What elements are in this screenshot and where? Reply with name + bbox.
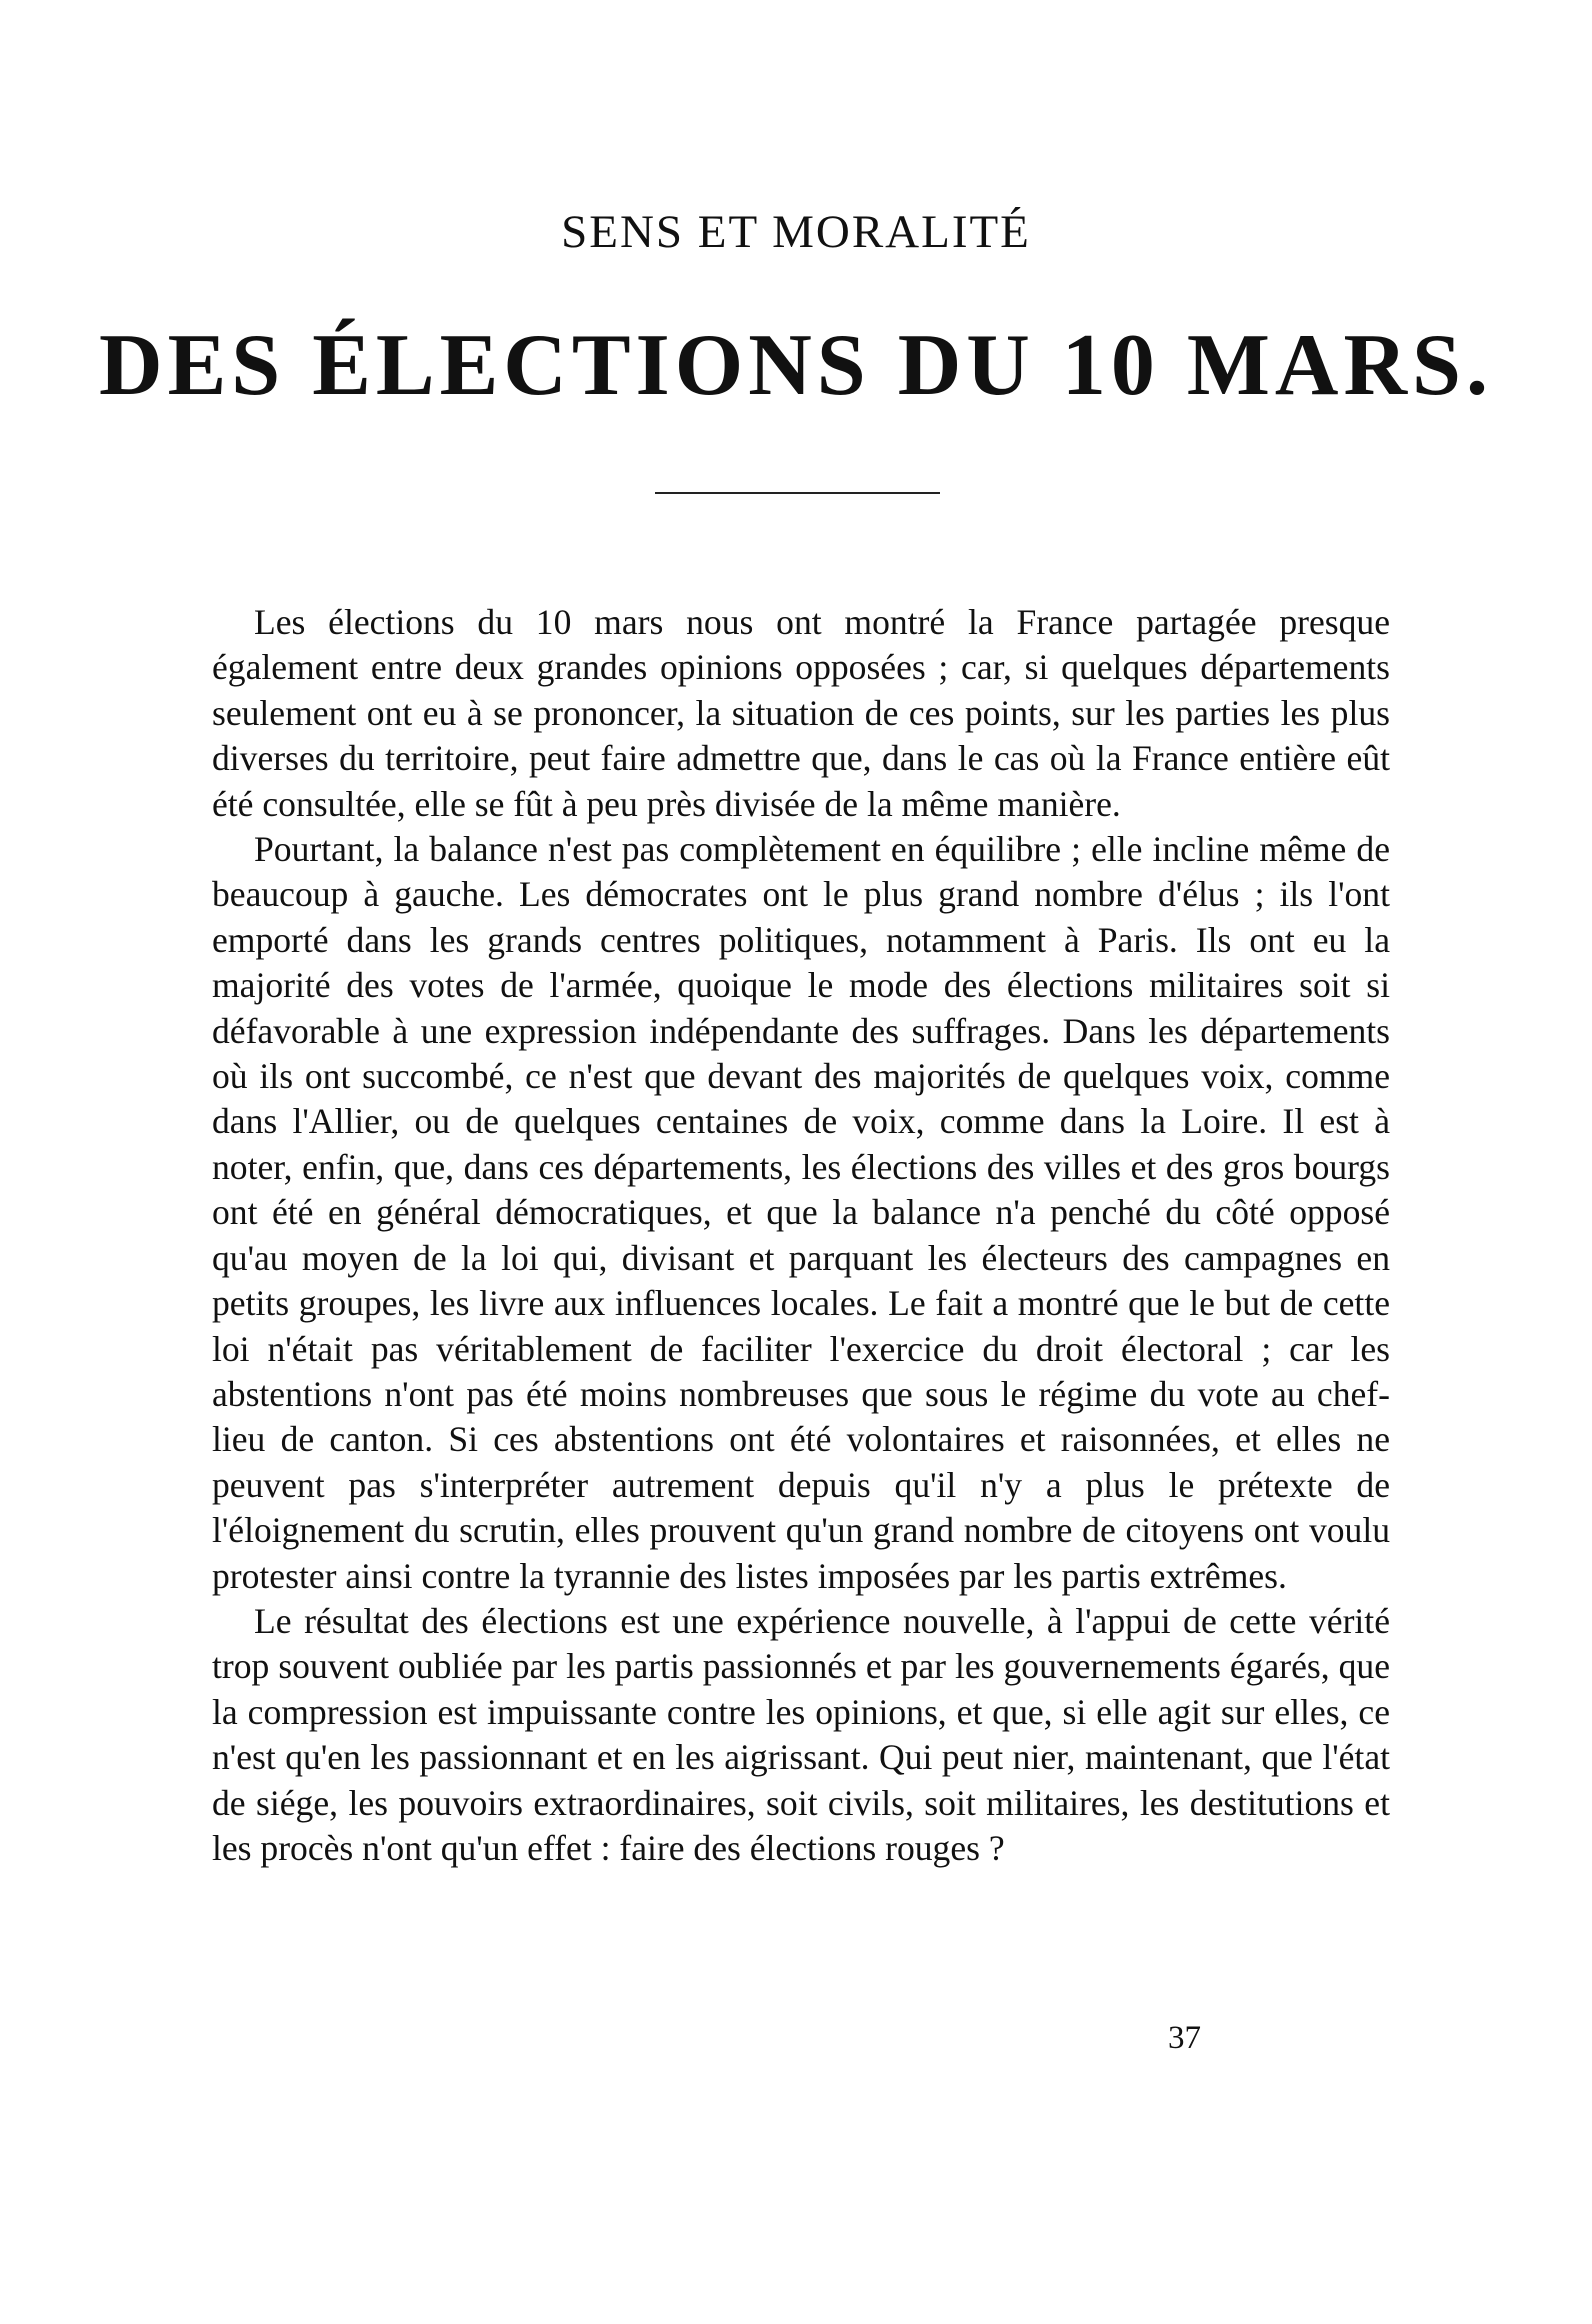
page-number: 37 (1168, 2020, 1201, 2056)
body-text (212, 600, 1390, 1871)
page-title: DES ÉLECTIONS DU 10 MARS. (99, 317, 1493, 414)
paragraph-3: Le résultat des élections est une expérience nouvelle, à l'appui de cette vérité trop souvent oubliée par les partis passionnés et par les gouvernements égarés, que la compression est impuissante contre les opinions, et que, si elle agit sur elles, ce n'est qu'en les passionnant et en les aigrissant. Qui peut nier, maintenant, que l'état de siége, les pouvoirs extraordinaires, soit civils, soit militaires, les destitutions et les procès n'ont qu'un effet : faire des élections rouges ? (212, 1600, 1390, 1868)
title-divider (655, 492, 940, 494)
page-subtitle: SENS ET MORALITÉ (561, 206, 1031, 258)
paragraph-2: Pourtant, la balance n'est pas complètement en équilibre ; elle incline même de beaucoup à gauche. Les démocrates ont le plus grand nombre d'élus ; ils l'ont emporté dans les grands centres politiques, notamment à Paris. Ils ont eu la majorité des votes de l'armée, quoique le mode des élections militaires soit si défavorable à une expression indépendante des suffrages. Dans les départements où ils ont succombé, ce n'est que devant des majorités de quelques voix, comme dans l'Allier, ou de quelques centaines de voix, comme dans la Loire. Il est à noter, enfin, que, dans ces départements, les élections des villes et des gros bourgs ont été en général démocratiques, et que la balance n'a penché du côté opposé qu'au moyen de la loi qui, divisant et parquant les électeurs des campagnes en petits groupes, les livre aux influences locales. Le fait a montré que le but de cette loi n'était pas véritablement de faciliter l'exercice du droit électoral ; car les abstentions n'ont pas été moins nombreuses que sous le régime du vote au chef-lieu de canton. Si ces abstentions ont été volontaires et raisonnées, et elles ne peuvent pas s'interpréter autrement depuis qu'il n'y a plus le prétexte de l'éloignement du scrutin, elles prouvent qu'un grand nombre de citoyens ont voulu protester ainsi contre la tyrannie des listes imposées par les partis extrêmes. (212, 829, 1390, 1596)
paragraph-1: Les élections du 10 mars nous ont montré la France partagée presque également entre deux grandes opinions opposées ; car, si quelques départements seulement ont eu à se prononcer, la situation de ces points, sur les parties les plus diverses du territoire, peut faire admettre que, dans le cas où la France entière eût été consultée, elle se fût à peu près divisée de la même manière. (212, 602, 1390, 824)
